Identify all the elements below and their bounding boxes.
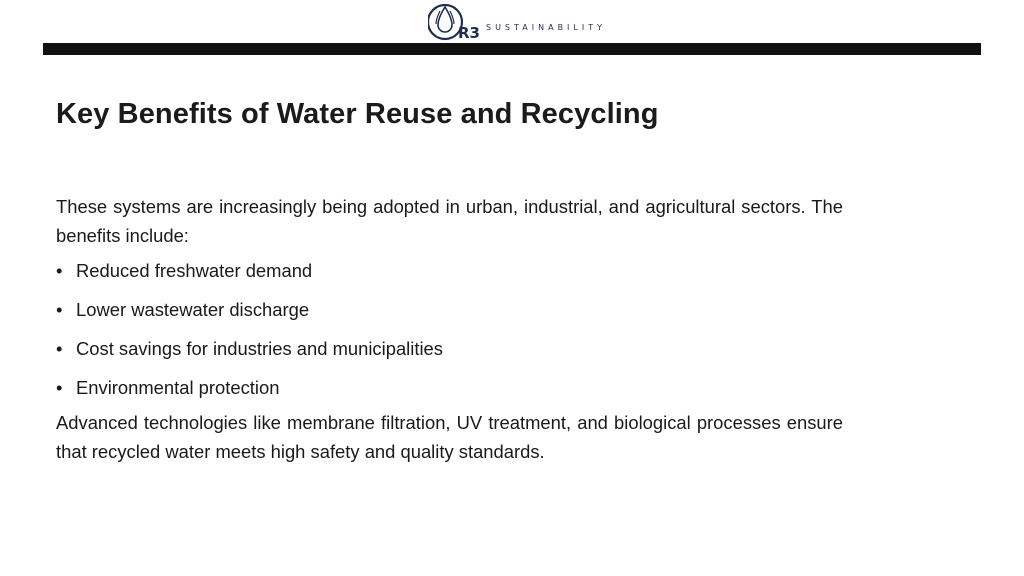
list-item-text: Lower wastewater discharge [76, 299, 310, 320]
list-item-text: Reduced freshwater demand [76, 260, 313, 281]
brand-logo [428, 2, 606, 42]
bullet-icon: • [56, 299, 63, 320]
bullet-icon: • [56, 260, 63, 281]
slide-title: Key Benefits of Water Reuse and Recycling [56, 98, 659, 130]
bullet-icon: • [56, 338, 63, 359]
intro-paragraph: These systems are increasingly being adopted in urban, industrial, and agricultural sectors. The benefits include: [56, 196, 843, 246]
header-divider [43, 43, 981, 55]
header [0, 0, 1024, 44]
list-item-text: Cost savings for industries and municipalities [76, 338, 443, 359]
list-item [56, 334, 843, 363]
list-item [56, 256, 843, 285]
list-item [56, 295, 843, 324]
brand-tagline: SUSTAINABILITY [486, 22, 607, 32]
list-item-text: Environmental protection [76, 377, 280, 398]
water-drop-logo-icon [428, 2, 486, 42]
logo-lettering: R3 [458, 24, 480, 42]
slide-body [56, 192, 843, 466]
bullet-icon: • [56, 377, 63, 398]
closing-paragraph: Advanced technologies like membrane filtration, UV treatment, and biological processes ensure that recycled water meets high safety and quality standards. [56, 412, 843, 462]
list-item [56, 373, 843, 402]
benefits-list [56, 256, 843, 402]
